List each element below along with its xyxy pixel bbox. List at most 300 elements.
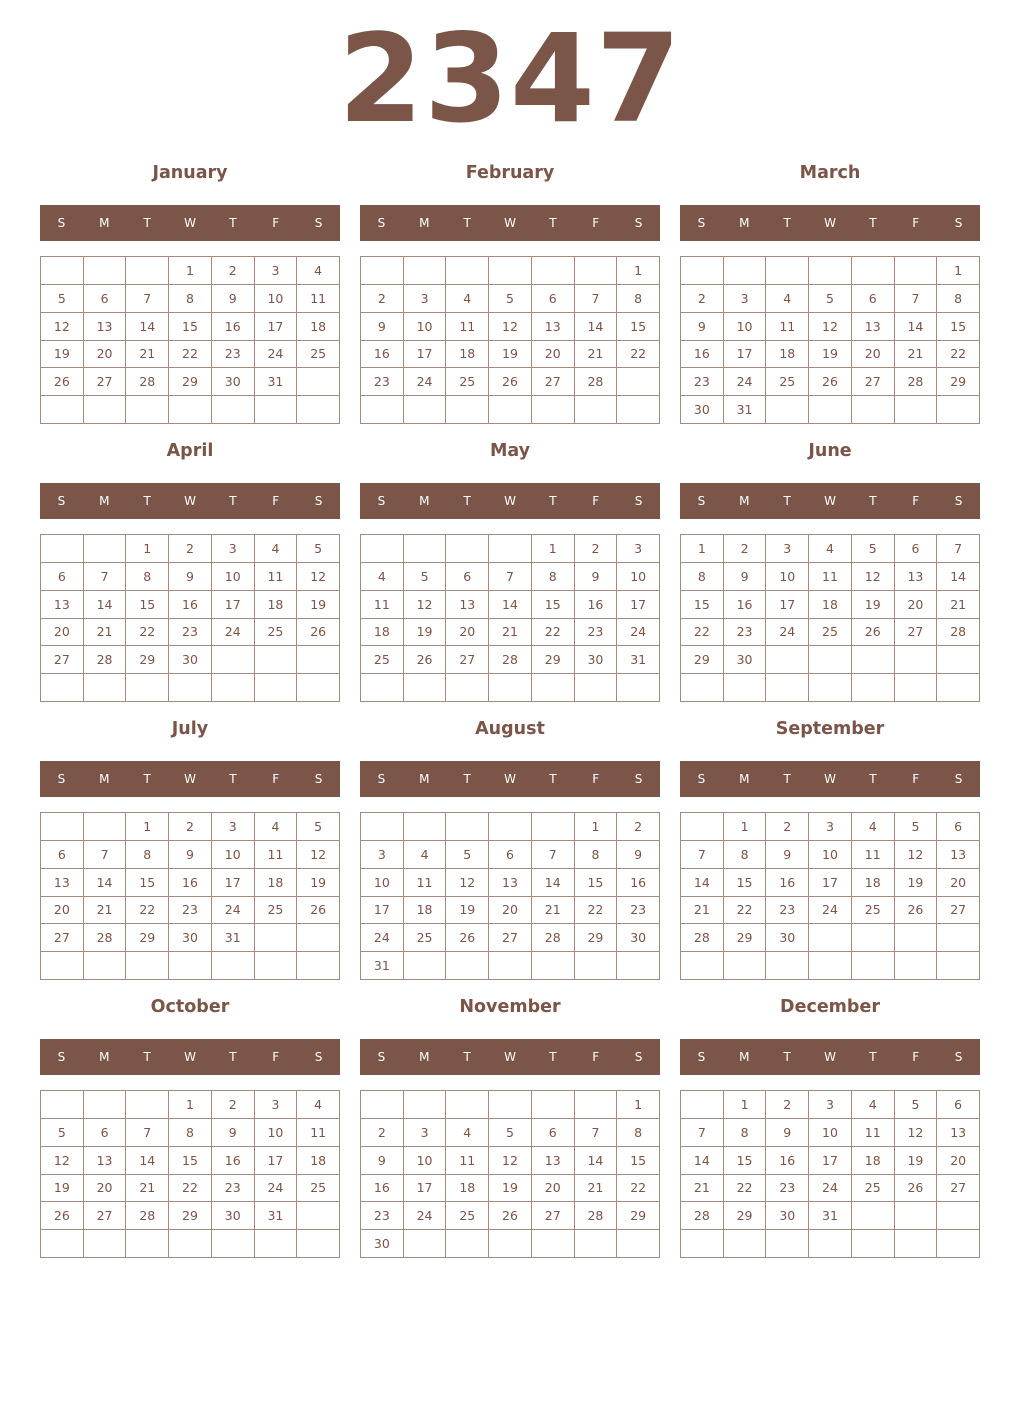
weekday-label: S	[697, 772, 706, 786]
day-cell: 6	[41, 841, 84, 869]
day-cell: 20	[937, 869, 980, 897]
day-cell: 14	[84, 591, 127, 619]
day-cell: 12	[489, 1147, 532, 1175]
day-cell: 29	[937, 368, 980, 396]
day-cell: 23	[212, 341, 255, 369]
day-cell: 3	[361, 841, 404, 869]
month-name: January	[152, 163, 228, 183]
day-cell	[126, 396, 169, 424]
day-cell: 1	[169, 1091, 212, 1119]
day-cell: 26	[297, 619, 340, 647]
day-cell: 3	[212, 535, 255, 563]
day-cell: 24	[255, 1175, 298, 1203]
day-cell: 7	[937, 535, 980, 563]
day-cell: 17	[212, 869, 255, 897]
weekday-header	[360, 483, 660, 519]
day-cell: 21	[532, 897, 575, 925]
weekday-label: W	[824, 216, 836, 230]
weekday-label: S	[634, 772, 643, 786]
day-cell: 27	[41, 924, 84, 952]
weekday-label: M	[419, 494, 430, 508]
day-cell: 20	[895, 591, 938, 619]
day-cell: 4	[297, 1091, 340, 1119]
day-cell: 2	[169, 813, 212, 841]
day-cell: 24	[361, 924, 404, 952]
day-cell	[895, 924, 938, 952]
day-cell: 26	[41, 1202, 84, 1230]
weekday-label: W	[184, 216, 196, 230]
day-cell: 15	[169, 313, 212, 341]
day-cell: 27	[446, 646, 489, 674]
day-cell: 31	[617, 646, 660, 674]
day-cell	[766, 257, 809, 285]
day-cell: 24	[617, 619, 660, 647]
day-cell: 16	[169, 591, 212, 619]
day-cell: 28	[489, 646, 532, 674]
day-cell: 15	[126, 869, 169, 897]
day-cell: 14	[532, 869, 575, 897]
day-cell: 26	[895, 897, 938, 925]
day-cell: 13	[446, 591, 489, 619]
day-cell: 5	[297, 535, 340, 563]
day-cell: 9	[361, 1147, 404, 1175]
day-cell: 3	[212, 813, 255, 841]
day-cell	[41, 1091, 84, 1119]
weekday-header	[680, 1039, 980, 1075]
weekday-label: F	[592, 1050, 600, 1064]
day-grid	[680, 256, 980, 424]
day-cell: 15	[724, 1147, 767, 1175]
day-cell: 3	[617, 535, 660, 563]
day-cell	[169, 1230, 212, 1258]
day-cell: 17	[361, 897, 404, 925]
weekday-label: M	[739, 772, 750, 786]
day-cell: 6	[532, 285, 575, 313]
day-cell	[212, 952, 255, 980]
day-grid	[680, 812, 980, 980]
day-cell	[212, 1230, 255, 1258]
day-cell: 18	[255, 869, 298, 897]
day-cell	[446, 674, 489, 702]
day-cell: 15	[532, 591, 575, 619]
day-cell	[489, 674, 532, 702]
day-cell	[809, 924, 852, 952]
day-cell: 12	[852, 563, 895, 591]
day-cell: 28	[681, 1202, 724, 1230]
day-cell: 15	[169, 1147, 212, 1175]
day-cell: 6	[852, 285, 895, 313]
month-name: October	[150, 997, 230, 1017]
day-cell	[361, 396, 404, 424]
day-cell: 11	[361, 591, 404, 619]
day-cell	[852, 396, 895, 424]
day-cell: 15	[937, 313, 980, 341]
day-cell: 23	[575, 619, 618, 647]
day-cell: 24	[404, 1202, 447, 1230]
day-cell: 28	[126, 368, 169, 396]
day-cell	[84, 1230, 127, 1258]
day-cell: 10	[404, 1147, 447, 1175]
day-cell	[575, 257, 618, 285]
day-cell	[255, 396, 298, 424]
weekday-label: W	[504, 216, 516, 230]
day-cell: 25	[852, 1175, 895, 1203]
day-cell: 23	[724, 619, 767, 647]
day-cell	[126, 952, 169, 980]
day-cell: 27	[532, 1202, 575, 1230]
weekday-label: T	[229, 772, 237, 786]
day-cell: 7	[575, 285, 618, 313]
weekday-label: S	[697, 1050, 706, 1064]
day-cell: 7	[681, 1119, 724, 1147]
weekday-label: M	[99, 494, 110, 508]
day-cell: 4	[852, 813, 895, 841]
day-grid	[40, 534, 340, 702]
day-cell	[169, 674, 212, 702]
day-cell: 21	[937, 591, 980, 619]
day-cell	[575, 1230, 618, 1258]
weekday-header	[40, 761, 340, 797]
day-cell	[809, 646, 852, 674]
day-cell: 23	[681, 368, 724, 396]
day-grid	[40, 812, 340, 980]
weekday-label: M	[739, 216, 750, 230]
day-cell: 4	[852, 1091, 895, 1119]
day-cell	[126, 1230, 169, 1258]
day-cell	[724, 1230, 767, 1258]
day-cell	[617, 396, 660, 424]
day-cell: 5	[404, 563, 447, 591]
day-cell: 25	[766, 368, 809, 396]
day-cell: 29	[126, 924, 169, 952]
day-cell: 28	[575, 1202, 618, 1230]
day-cell: 18	[255, 591, 298, 619]
day-cell: 2	[361, 1119, 404, 1147]
day-cell: 12	[297, 563, 340, 591]
day-cell: 30	[169, 646, 212, 674]
weekday-label: T	[143, 772, 151, 786]
day-cell	[575, 674, 618, 702]
day-cell: 30	[361, 1230, 404, 1258]
day-cell: 13	[41, 869, 84, 897]
day-cell: 10	[724, 313, 767, 341]
day-cell: 14	[575, 313, 618, 341]
day-cell: 18	[852, 869, 895, 897]
day-cell: 28	[575, 368, 618, 396]
weekday-label: T	[229, 494, 237, 508]
day-cell	[446, 813, 489, 841]
weekday-label: S	[314, 494, 323, 508]
day-cell: 27	[41, 646, 84, 674]
day-cell: 13	[84, 313, 127, 341]
day-cell: 14	[895, 313, 938, 341]
weekday-label: F	[592, 494, 600, 508]
month-name: November	[459, 997, 561, 1017]
day-cell: 16	[361, 1175, 404, 1203]
weekday-label: T	[869, 494, 877, 508]
day-cell: 22	[724, 897, 767, 925]
day-cell: 20	[446, 619, 489, 647]
day-cell: 19	[809, 341, 852, 369]
day-cell: 29	[169, 1202, 212, 1230]
month-name: February	[465, 163, 555, 183]
day-cell: 21	[84, 619, 127, 647]
month-name: August	[475, 719, 545, 739]
day-cell: 22	[169, 1175, 212, 1203]
day-cell	[361, 674, 404, 702]
day-cell: 9	[212, 285, 255, 313]
day-cell: 9	[766, 1119, 809, 1147]
day-cell: 25	[297, 1175, 340, 1203]
weekday-label: S	[314, 1050, 323, 1064]
month-name: April	[166, 441, 214, 461]
day-cell: 14	[937, 563, 980, 591]
weekday-label: T	[869, 772, 877, 786]
day-cell	[895, 257, 938, 285]
weekday-label: T	[463, 494, 471, 508]
day-cell: 12	[489, 313, 532, 341]
day-cell	[617, 1230, 660, 1258]
weekday-label: M	[99, 1050, 110, 1064]
day-cell: 8	[126, 841, 169, 869]
day-cell	[809, 952, 852, 980]
day-cell	[41, 257, 84, 285]
day-cell: 13	[532, 1147, 575, 1175]
day-cell: 22	[937, 341, 980, 369]
day-cell: 6	[84, 285, 127, 313]
month-name: September	[775, 719, 885, 739]
day-cell: 13	[937, 1119, 980, 1147]
day-cell: 16	[724, 591, 767, 619]
day-cell: 8	[681, 563, 724, 591]
day-cell	[937, 646, 980, 674]
day-cell: 29	[169, 368, 212, 396]
day-cell: 6	[937, 1091, 980, 1119]
day-cell	[84, 257, 127, 285]
day-cell: 18	[446, 1175, 489, 1203]
day-cell: 24	[809, 897, 852, 925]
day-cell: 29	[126, 646, 169, 674]
day-cell: 5	[489, 1119, 532, 1147]
day-cell: 18	[297, 313, 340, 341]
day-cell: 25	[361, 646, 404, 674]
day-cell: 5	[297, 813, 340, 841]
day-cell: 19	[489, 341, 532, 369]
day-cell	[84, 813, 127, 841]
day-cell	[852, 1202, 895, 1230]
day-cell: 24	[404, 368, 447, 396]
day-cell: 20	[41, 897, 84, 925]
day-cell: 8	[724, 841, 767, 869]
weekday-label: M	[99, 216, 110, 230]
day-cell	[681, 674, 724, 702]
day-cell: 1	[724, 813, 767, 841]
weekday-label: S	[634, 1050, 643, 1064]
day-cell: 11	[255, 841, 298, 869]
weekday-label: S	[314, 216, 323, 230]
day-cell: 1	[575, 813, 618, 841]
day-cell: 3	[255, 257, 298, 285]
weekday-label: W	[184, 1050, 196, 1064]
weekday-label: W	[824, 772, 836, 786]
day-cell: 3	[809, 813, 852, 841]
day-cell: 7	[532, 841, 575, 869]
day-cell: 31	[255, 368, 298, 396]
day-cell: 4	[446, 1119, 489, 1147]
day-cell	[895, 952, 938, 980]
day-cell: 2	[617, 813, 660, 841]
day-cell	[937, 952, 980, 980]
day-grid	[680, 534, 980, 702]
weekday-label: S	[377, 1050, 386, 1064]
day-cell: 1	[681, 535, 724, 563]
weekday-header	[40, 205, 340, 241]
weekday-label: F	[912, 216, 920, 230]
day-cell: 1	[126, 813, 169, 841]
day-cell: 16	[766, 1147, 809, 1175]
day-cell: 25	[446, 1202, 489, 1230]
weekday-label: T	[783, 494, 791, 508]
day-cell: 29	[532, 646, 575, 674]
day-cell: 14	[681, 869, 724, 897]
day-cell: 4	[809, 535, 852, 563]
weekday-header	[40, 483, 340, 519]
day-cell: 27	[937, 897, 980, 925]
day-cell: 19	[404, 619, 447, 647]
day-cell: 8	[169, 285, 212, 313]
day-cell: 6	[937, 813, 980, 841]
day-cell: 2	[212, 1091, 255, 1119]
day-cell: 4	[255, 535, 298, 563]
day-cell: 17	[212, 591, 255, 619]
day-cell	[532, 813, 575, 841]
weekday-label: T	[869, 1050, 877, 1064]
day-cell	[489, 396, 532, 424]
day-cell: 9	[681, 313, 724, 341]
weekday-label: W	[824, 494, 836, 508]
day-cell: 21	[489, 619, 532, 647]
day-cell: 26	[41, 368, 84, 396]
day-cell: 22	[617, 1175, 660, 1203]
day-cell	[361, 257, 404, 285]
day-cell: 5	[809, 285, 852, 313]
day-cell: 10	[212, 563, 255, 591]
weekday-label: S	[57, 1050, 66, 1064]
day-cell: 17	[809, 1147, 852, 1175]
day-cell: 29	[681, 646, 724, 674]
day-cell	[852, 674, 895, 702]
weekday-label: T	[463, 772, 471, 786]
day-cell	[532, 257, 575, 285]
day-cell: 6	[446, 563, 489, 591]
day-cell: 9	[361, 313, 404, 341]
day-cell	[766, 952, 809, 980]
weekday-label: T	[783, 1050, 791, 1064]
day-cell	[84, 535, 127, 563]
day-cell: 28	[937, 619, 980, 647]
day-cell	[446, 535, 489, 563]
day-cell: 1	[937, 257, 980, 285]
day-cell: 26	[895, 1175, 938, 1203]
weekday-label: F	[912, 494, 920, 508]
weekday-label: F	[272, 494, 280, 508]
day-cell: 13	[852, 313, 895, 341]
day-cell: 20	[532, 341, 575, 369]
day-cell	[297, 368, 340, 396]
day-cell: 11	[297, 285, 340, 313]
day-cell: 22	[575, 897, 618, 925]
day-cell: 9	[617, 841, 660, 869]
day-cell: 12	[809, 313, 852, 341]
day-cell	[404, 396, 447, 424]
day-cell	[361, 535, 404, 563]
day-cell	[852, 952, 895, 980]
day-cell: 17	[724, 341, 767, 369]
month-name: June	[808, 441, 852, 461]
day-grid	[360, 534, 660, 702]
day-cell: 12	[404, 591, 447, 619]
day-cell: 6	[41, 563, 84, 591]
day-grid	[680, 1090, 980, 1258]
weekday-label: W	[504, 772, 516, 786]
day-cell	[532, 1230, 575, 1258]
day-cell	[41, 674, 84, 702]
day-cell	[446, 952, 489, 980]
day-cell: 4	[297, 257, 340, 285]
weekday-label: W	[504, 494, 516, 508]
weekday-label: F	[592, 216, 600, 230]
day-cell: 7	[126, 285, 169, 313]
day-cell: 14	[126, 313, 169, 341]
day-cell: 20	[532, 1175, 575, 1203]
day-cell: 18	[361, 619, 404, 647]
day-cell: 2	[361, 285, 404, 313]
day-cell: 22	[532, 619, 575, 647]
day-cell	[446, 1230, 489, 1258]
day-cell: 21	[895, 341, 938, 369]
day-cell: 10	[809, 841, 852, 869]
weekday-label: S	[697, 494, 706, 508]
day-cell: 16	[766, 869, 809, 897]
day-cell: 20	[84, 1175, 127, 1203]
day-cell: 7	[575, 1119, 618, 1147]
day-grid	[360, 1090, 660, 1258]
day-cell: 5	[41, 1119, 84, 1147]
day-cell: 21	[84, 897, 127, 925]
day-cell: 30	[681, 396, 724, 424]
day-grid	[40, 1090, 340, 1258]
day-cell	[937, 1202, 980, 1230]
day-cell: 19	[895, 869, 938, 897]
day-cell	[895, 1202, 938, 1230]
day-cell: 8	[126, 563, 169, 591]
day-cell: 19	[852, 591, 895, 619]
day-cell: 2	[766, 1091, 809, 1119]
day-cell	[937, 674, 980, 702]
day-cell	[852, 646, 895, 674]
day-cell	[617, 952, 660, 980]
weekday-label: T	[783, 772, 791, 786]
day-cell: 13	[895, 563, 938, 591]
day-cell: 24	[809, 1175, 852, 1203]
day-cell	[255, 952, 298, 980]
day-cell: 30	[212, 1202, 255, 1230]
day-cell: 10	[766, 563, 809, 591]
day-cell	[212, 674, 255, 702]
day-cell: 17	[809, 869, 852, 897]
day-cell: 13	[937, 841, 980, 869]
day-cell	[404, 1230, 447, 1258]
